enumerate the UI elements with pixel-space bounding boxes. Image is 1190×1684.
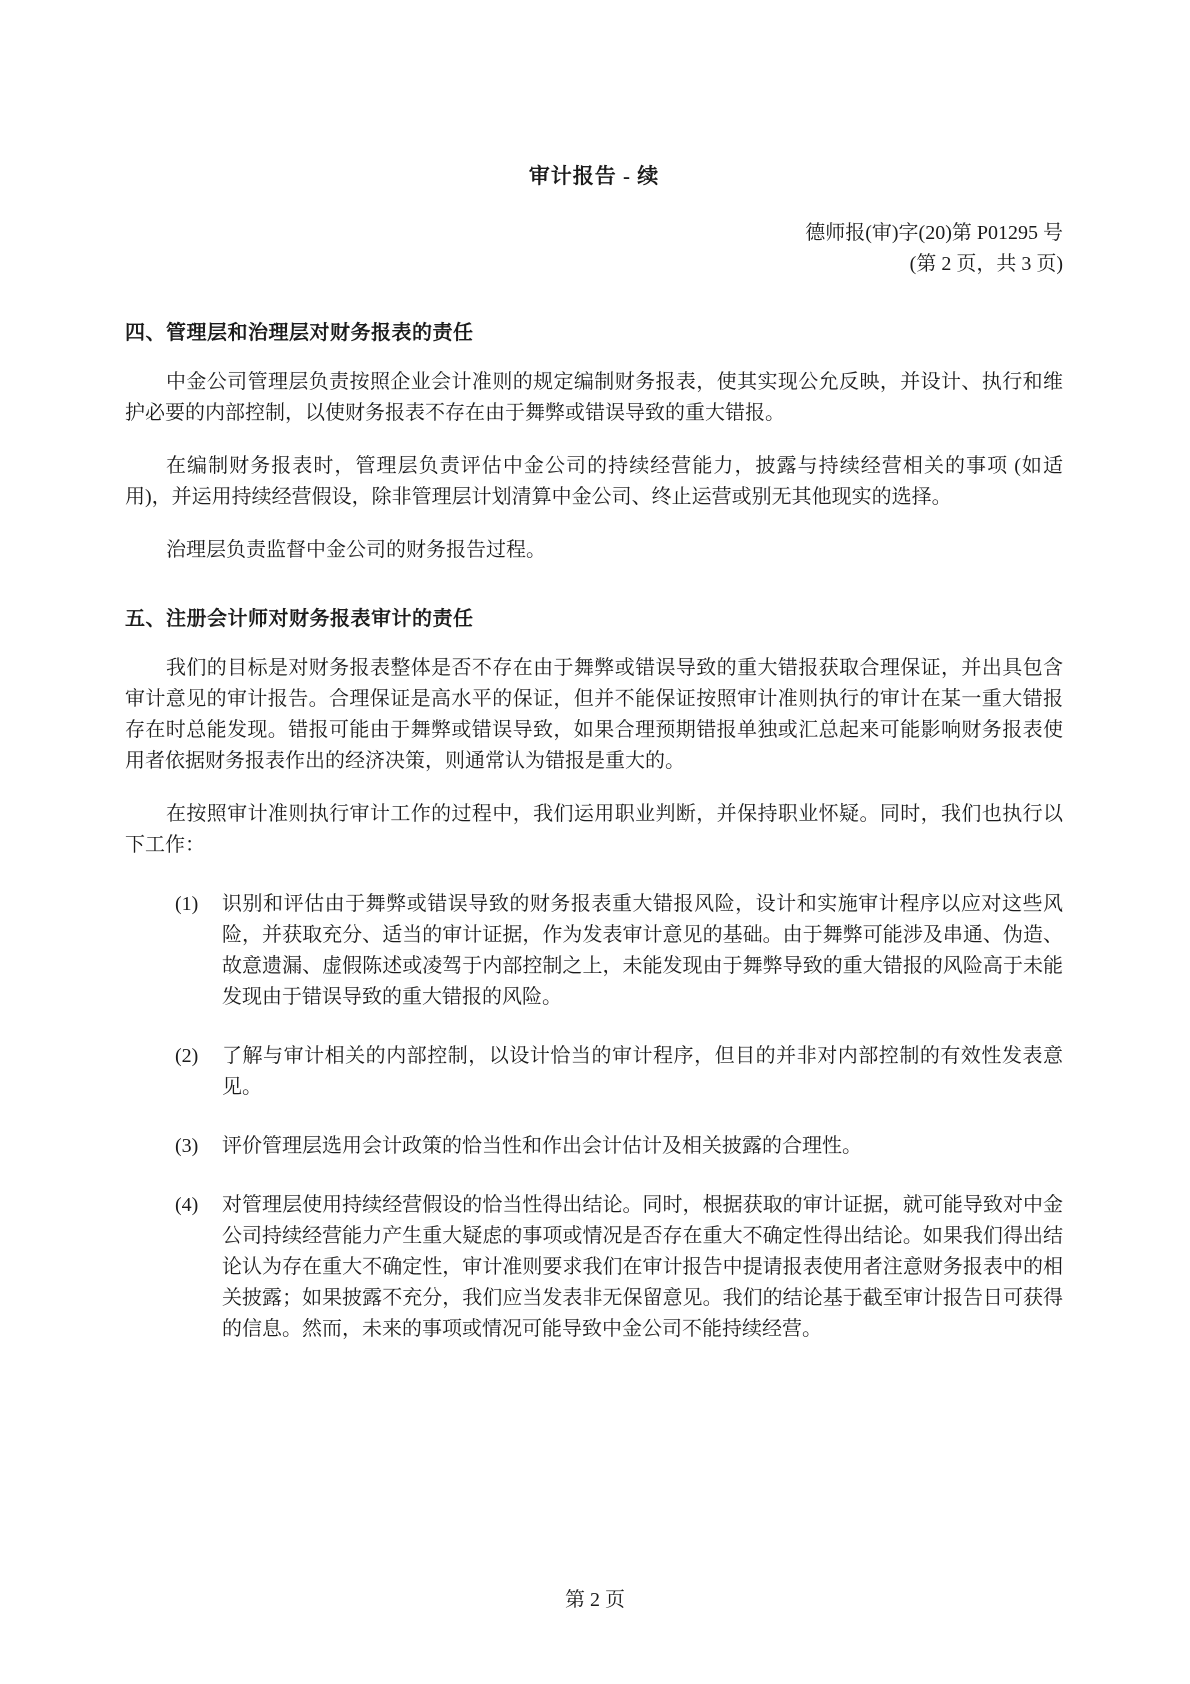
section-heading: 四、管理层和治理层对财务报表的责任 [125,322,474,344]
list-item-marker: (4) [175,1194,199,1216]
page-title: 审计报告 - 续 [528,164,660,188]
audit-procedures-list [125,889,1063,1345]
report-number: 德师报(审)字(20)第 P01295 号 [805,222,1063,244]
paragraph: 中金公司管理层负责按照企业会计准则的规定编制财务报表，使其实现公允反映，并设计、执行和维护必要的内部控制，以使财务报表不存在由于舞弊或错误导致的重大错报。 [125,371,1063,424]
paragraph: 在按照审计准则执行审计工作的过程中，我们运用职业判断，并保持职业怀疑。同时，我们也执行以下工作： [125,803,1063,856]
paragraph: 在编制财务报表时，管理层负责评估中金公司的持续经营能力，披露与持续经营相关的事项 (如适用)，并运用持续经营假设，除非管理层计划清算中金公司、终止运营或别无其他现实的选择。 [125,455,1063,508]
list-item-marker: (2) [175,1045,199,1067]
list-item-text: 对管理层使用持续经营假设的恰当性得出结论。同时，根据获取的审计证据，就可能导致对中金公司持续经营能力产生重大疑虑的事项或情况是否存在重大不确定性得出结论。如果我们得出结论认为存在重大不确定性，审计准则要求我们在审计报告中提请报表使用者注意财务报表中的相关披露；如果披露不充分，我们应当发表非无保留意见。我们的结论基于截至审计报告日可获得的信息。然而，未来的事项或情况可能导致中金公司不能持续经营。 [222,1194,1063,1340]
document-content [125,0,1063,1345]
report-page-info: (第 2 页，共 3 页) [909,253,1063,275]
list-item [125,1190,1063,1345]
list-item-text: 了解与审计相关的内部控制，以设计恰当的审计程序，但目的并非对内部控制的有效性发表意见。 [222,1045,1063,1098]
paragraph: 治理层负责监督中金公司的财务报告过程。 [166,539,546,561]
page-number-footer: 第 2 页 [565,1589,625,1611]
list-item [125,889,1063,1013]
list-item [125,1041,1063,1103]
list-item-text: 评价管理层选用会计政策的恰当性和作出会计估计及相关披露的合理性。 [222,1135,862,1157]
paragraph: 我们的目标是对财务报表整体是否不存在由于舞弊或错误导致的重大错报获取合理保证，并出具包含审计意见的审计报告。合理保证是高水平的保证，但并不能保证按照审计准则执行的审计在某一重大错报存在时总能发现。错报可能由于舞弊或错误导致，如果合理预期错报单独或汇总起来可能影响财务报表使用者依据财务报表作出的经济决策，则通常认为错报是重大的。 [125,657,1063,772]
section-heading: 五、注册会计师对财务报表审计的责任 [125,608,474,630]
list-item-marker: (1) [175,893,199,915]
report-reference [125,218,1063,280]
list-item-text: 识别和评估由于舞弊或错误导致的财务报表重大错报风险，设计和实施审计程序以应对这些风险，并获取充分、适当的审计证据，作为发表审计意见的基础。由于舞弊可能涉及串通、伪造、故意遗漏、虚假陈述或凌驾于内部控制之上，未能发现由于舞弊导致的重大错报的风险高于未能发现由于错误导致的重大错报的风险。 [222,893,1063,1008]
section-auditor-responsibility [125,602,1063,1345]
list-item-marker: (3) [175,1135,199,1157]
list-item [125,1131,1063,1162]
section-management-responsibility [125,316,1063,566]
